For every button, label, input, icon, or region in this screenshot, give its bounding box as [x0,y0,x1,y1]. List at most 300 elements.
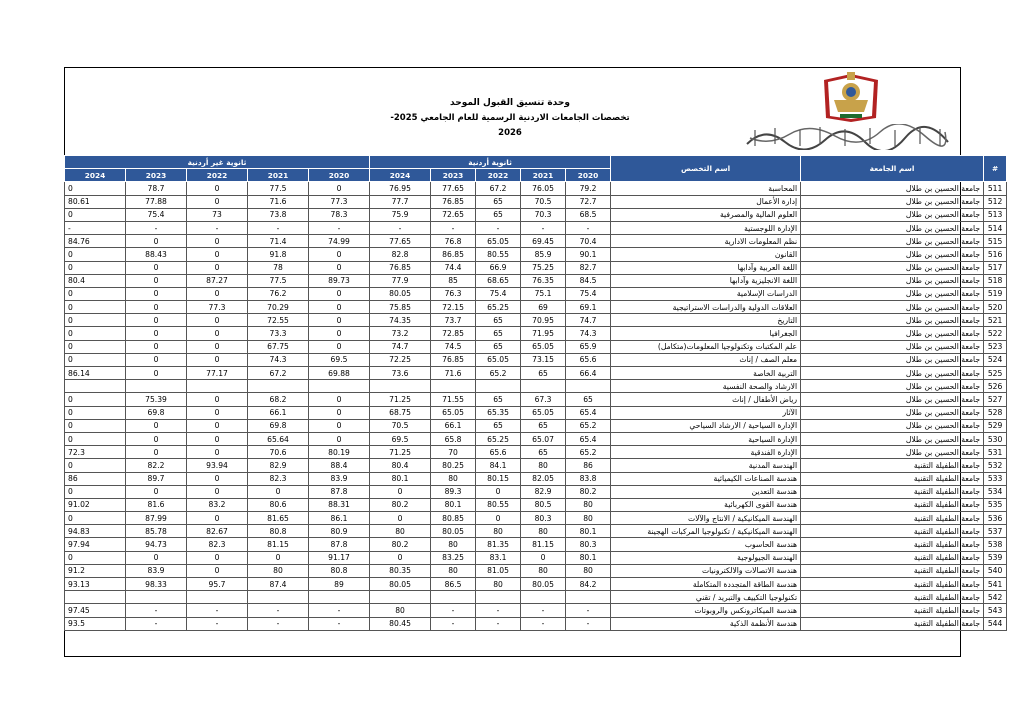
non-jordanian-score-cell: 0 [65,419,126,432]
jordanian-score-cell: 74.7 [566,314,611,327]
university-name-cell: جامعة الحسين بن طلال [801,261,984,274]
non-jordanian-score-cell: 87.4 [248,578,309,591]
row-index-cell: 534 [984,485,1007,498]
major-name-cell: الهندسة الجيولوجية [611,551,801,564]
university-name-cell: جامعة الطفيلة التقنية [801,551,984,564]
ministry-logo [745,124,950,150]
major-name-cell: التاريخ [611,314,801,327]
jordanian-score-cell: 80 [431,472,476,485]
row-index-cell: 544 [984,617,1007,630]
table-row [65,551,1007,564]
non-jordanian-score-cell: - [126,617,187,630]
jordanian-score-cell: 65 [476,340,521,353]
row-index-cell: 532 [984,459,1007,472]
non-jordanian-score-cell: 93.13 [65,578,126,591]
jordanian-score-cell [566,591,611,604]
non-jordanian-score-cell: 0 [309,419,370,432]
non-jordanian-score-cell: 94.83 [65,525,126,538]
non-jordanian-score-cell: 77.3 [187,301,248,314]
non-jordanian-score-cell: 0 [187,287,248,300]
non-jordanian-score-cell [248,591,309,604]
non-jordanian-score-cell: 0 [126,327,187,340]
non-jordanian-score-cell: 0 [309,340,370,353]
non-jordanian-score-cell: - [248,617,309,630]
non-jordanian-score-cell: 80.19 [309,446,370,459]
jordanian-score-cell: 70.3 [521,208,566,221]
major-name-cell: العلوم المالية والمصرفية [611,208,801,221]
jordanian-score-cell: 68.65 [476,274,521,287]
non-jordanian-score-cell: 0 [187,406,248,419]
jordanian-score-cell: 65.9 [566,340,611,353]
non-jordanian-score-cell: 0 [126,287,187,300]
jordanian-score-cell: - [370,221,431,234]
jordanian-score-cell: 75.1 [521,287,566,300]
row-index-cell: 515 [984,235,1007,248]
jordanian-score-cell: 0 [521,551,566,564]
jordanian-score-cell: 72.65 [431,208,476,221]
jordanian-score-cell: 65.6 [476,446,521,459]
non-jordanian-score-cell: 77.88 [126,195,187,208]
non-jordanian-score-cell: 0 [187,432,248,445]
major-name-cell: الهندسة المدنية [611,459,801,472]
jordanian-score-cell: 70 [431,446,476,459]
non-jordanian-score-cell: - [187,221,248,234]
jordanian-score-cell: 80.05 [431,525,476,538]
jordanian-score-cell: 0 [476,485,521,498]
university-name-cell: جامعة الطفيلة التقنية [801,459,984,472]
row-index-cell: 543 [984,604,1007,617]
non-jordanian-score-cell: 0 [65,432,126,445]
jordanian-score-cell: 76.8 [431,235,476,248]
table-row [65,261,1007,274]
jordanian-score-cell: 80.3 [566,538,611,551]
non-jordanian-score-cell: 0 [187,564,248,577]
jordanian-score-cell: 0 [476,512,521,525]
table-row [65,617,1007,630]
non-jordanian-score-cell: 80.61 [65,195,126,208]
university-name-cell: جامعة الطفيلة التقنية [801,538,984,551]
major-name-cell: إدارة الأعمال [611,195,801,208]
non-jordanian-score-cell: 86.14 [65,367,126,380]
non-jordanian-score-cell: 69.8 [248,419,309,432]
jordanian-score-cell: 90.1 [566,248,611,261]
major-name-cell: الإدارة الفندقية [611,446,801,459]
non-jordanian-score-cell: 0 [309,314,370,327]
table-row [65,525,1007,538]
jordanian-score-cell: 83.8 [566,472,611,485]
row-index-cell: 525 [984,367,1007,380]
jordanian-score-cell: 80.05 [370,578,431,591]
unit-title: وحدة تنسيق القبول الموحد [450,98,570,108]
university-name-cell: جامعة الحسين بن طلال [801,340,984,353]
table-row [65,208,1007,221]
jordanian-score-cell: 77.65 [370,235,431,248]
jordanian-score-cell: 80.5 [521,498,566,511]
jordanian-score-cell: 80 [521,525,566,538]
major-name-cell: التربية الخاصة [611,367,801,380]
jordanian-score-cell: 74.7 [370,340,431,353]
row-index-cell: 513 [984,208,1007,221]
table-row [65,538,1007,551]
major-name-cell: الهندسة الميكانيكية / الانتاج والآلات [611,512,801,525]
non-jordanian-score-cell: 94.73 [126,538,187,551]
non-jordanian-score-cell: 0 [65,287,126,300]
non-jordanian-score-cell: 87.27 [187,274,248,287]
jordanian-score-cell: 71.25 [370,446,431,459]
major-name-cell: الإدارة اللوجستية [611,221,801,234]
jordanian-score-cell: 65.4 [566,432,611,445]
major-name-cell: رياض الأطفال / إناث [611,393,801,406]
jordanian-score-cell: 80 [521,459,566,472]
non-jordanian-score-cell: 75.39 [126,393,187,406]
jordanian-score-cell: 86.5 [431,578,476,591]
jordanian-score-cell: 83.25 [431,551,476,564]
non-jordanian-score-cell: 0 [126,340,187,353]
non-jordanian-score-cell: - [309,617,370,630]
row-index-cell: 526 [984,380,1007,393]
jordanian-score-cell: 77.9 [370,274,431,287]
non-jordanian-score-cell: 70.6 [248,446,309,459]
major-name-cell: نظم المعلومات الادارية [611,235,801,248]
non-jordanian-score-cell: 0 [187,472,248,485]
university-name-cell: جامعة الحسين بن طلال [801,419,984,432]
jordanian-score-cell: - [476,221,521,234]
major-name-cell: هندسة الصناعات الكيميائية [611,472,801,485]
non-jordanian-score-cell: 83.2 [187,498,248,511]
non-jordanian-score-cell: 80.6 [248,498,309,511]
jordanian-score-cell: 73.2 [370,327,431,340]
jordanian-score-cell: 70.5 [521,195,566,208]
non-jordanian-score-cell: 0 [65,301,126,314]
non-jordanian-score-cell: 77.5 [248,274,309,287]
jordanian-score-cell: 65 [476,314,521,327]
jordanian-score-cell: 0 [370,551,431,564]
jordanian-score-cell: 80.15 [476,472,521,485]
major-name-cell: الإدارة السياحية [611,432,801,445]
jordanian-score-cell: - [476,604,521,617]
table-row [65,604,1007,617]
non-jordanian-score-cell: 0 [309,287,370,300]
non-jordanian-score-cell: 0 [126,314,187,327]
non-jordanian-score-cell: 0 [187,327,248,340]
major-name-cell: الجغرافيا [611,327,801,340]
non-jordanian-score-cell: 72.55 [248,314,309,327]
jordanian-score-cell: 73.7 [431,314,476,327]
jordanian-score-cell: 70.5 [370,419,431,432]
non-jordanian-score-cell: 82.2 [126,459,187,472]
jordanian-score-cell: 80.05 [521,578,566,591]
jordanian-score-cell: 66.4 [566,367,611,380]
university-name-cell: جامعة الحسين بن طلال [801,406,984,419]
university-name-cell: جامعة الطفيلة التقنية [801,512,984,525]
non-jordanian-score-cell: 0 [187,512,248,525]
non-jordanian-score-cell: 78.3 [309,208,370,221]
non-jordanian-score-cell: 84.76 [65,235,126,248]
row-index-cell: 521 [984,314,1007,327]
jordanian-score-cell: 75.4 [566,287,611,300]
non-jordanian-score-cell: 81.65 [248,512,309,525]
jordanian-score-cell: 80 [566,512,611,525]
jordanian-score-cell: 0 [370,512,431,525]
major-name-cell: هندسة القوى الكهربائية [611,498,801,511]
jordanian-score-cell: 76.05 [521,182,566,195]
non-jordanian-score-cell: 71.6 [248,195,309,208]
jordanian-score-cell: 80.1 [566,525,611,538]
non-jordanian-score-cell: 72.3 [65,446,126,459]
year-header: 2021 [521,169,566,182]
jordanian-score-cell: 65.05 [476,235,521,248]
jordanian-score-cell: - [566,604,611,617]
non-jordanian-score-cell: 80.9 [309,525,370,538]
non-jordanian-score-cell: - [187,604,248,617]
non-jordanian-score-cell: 82.3 [248,472,309,485]
table-row [65,564,1007,577]
jordanian-score-cell: 80.2 [370,538,431,551]
university-name-cell: جامعة الحسين بن طلال [801,432,984,445]
table-row [65,287,1007,300]
non-jordanian-score-cell: - [126,604,187,617]
non-jordanian-score-cell: 0 [126,432,187,445]
table-row [65,314,1007,327]
non-jordanian-score-cell: 0 [187,182,248,195]
jordanian-score-cell: 67.3 [521,393,566,406]
non-jordanian-score-cell: 80.8 [248,525,309,538]
jordanian-score-cell: 0 [370,485,431,498]
jordanian-score-cell: 69 [521,301,566,314]
table-row [65,274,1007,287]
jordanian-score-cell: 72.15 [431,301,476,314]
jordanian-score-cell: 65 [521,367,566,380]
jordanian-score-cell: 65 [476,327,521,340]
non-jordanian-score-cell [187,380,248,393]
jordanian-score-cell: 86.85 [431,248,476,261]
major-name-cell: الدراسات الإسلامية [611,287,801,300]
non-jordanian-score-cell [187,591,248,604]
major-name-cell: هندسة الأنظمة الذكية [611,617,801,630]
non-jordanian-score-cell: 91.2 [65,564,126,577]
table-row [65,221,1007,234]
document-header [380,96,640,141]
table-row [65,301,1007,314]
row-index-cell: 528 [984,406,1007,419]
major-name-cell: اللغة العربية وآدابها [611,261,801,274]
non-jordanian-score-cell: 82.9 [248,459,309,472]
jordanian-score-cell: 73.15 [521,353,566,366]
jordanian-score-cell: 76.85 [370,261,431,274]
jordanian-score-cell: 71.25 [370,393,431,406]
table-row [65,472,1007,485]
jordanian-score-cell: 65.2 [566,419,611,432]
major-name-cell: الارشاد والصحة النفسية [611,380,801,393]
jordanian-score-cell: - [521,617,566,630]
non-jordanian-score-cell: 0 [65,208,126,221]
non-jordanian-score-cell: 0 [248,485,309,498]
jordanian-score-cell: 72.25 [370,353,431,366]
non-jordanian-score-cell: 83.9 [126,564,187,577]
jordanian-score-cell [370,380,431,393]
non-jordanian-score-cell: 67.75 [248,340,309,353]
jordanian-score-cell: 80.35 [370,564,431,577]
row-index-cell: 530 [984,432,1007,445]
table-row [65,235,1007,248]
row-index-cell: 527 [984,393,1007,406]
jordanian-score-cell: 80.1 [431,498,476,511]
non-jordanian-score-cell: 86 [65,472,126,485]
jordanian-score-cell: 74.3 [566,327,611,340]
non-jordanian-score-cell: 0 [126,485,187,498]
non-jordanian-score-cell: 0 [187,340,248,353]
year-header: 2020 [566,169,611,182]
university-name-cell: جامعة الطفيلة التقنية [801,578,984,591]
year-header: 2022 [187,169,248,182]
table-row [65,195,1007,208]
jordanian-score-cell: 89.3 [431,485,476,498]
jordanian-score-cell [521,380,566,393]
university-name-cell: جامعة الحسين بن طلال [801,274,984,287]
non-jordanian-score-cell: 89.73 [309,274,370,287]
non-jordanian-score-cell: 0 [126,419,187,432]
jordanian-score-cell: 72.7 [566,195,611,208]
jordanian-score-cell: 75.9 [370,208,431,221]
non-jordanian-score-cell: 0 [65,551,126,564]
non-jordanian-score-cell: 97.94 [65,538,126,551]
row-index-cell: 541 [984,578,1007,591]
jordanian-score-cell: 80.85 [431,512,476,525]
non-jordanian-score-cell: 75.4 [126,208,187,221]
jordanian-score-cell: 82.7 [566,261,611,274]
table-row [65,498,1007,511]
non-jordanian-score-cell: 0 [126,353,187,366]
non-jordanian-score-cell: - [309,604,370,617]
row-index-cell: 542 [984,591,1007,604]
non-jordanian-score-cell: 0 [187,314,248,327]
row-index-cell: 531 [984,446,1007,459]
jordanian-score-cell: - [476,617,521,630]
non-jordanian-score-cell: 0 [65,353,126,366]
row-index-cell: 511 [984,182,1007,195]
university-name-cell: جامعة الطفيلة التقنية [801,617,984,630]
major-name-cell: تكنولوجيا التكييف والتبريد / تقني [611,591,801,604]
major-header: اسم التخصص [611,156,801,182]
row-index-cell: 517 [984,261,1007,274]
year-header: 2024 [370,169,431,182]
non-jordanian-score-cell: 0 [309,393,370,406]
non-jordanian-header: ثانوية غير أردنية [65,156,370,169]
table-row [65,393,1007,406]
jordanian-score-cell: 81.35 [476,538,521,551]
non-jordanian-score-cell: 73 [187,208,248,221]
non-jordanian-score-cell [126,380,187,393]
non-jordanian-score-cell: 0 [65,327,126,340]
table-row [65,380,1007,393]
non-jordanian-score-cell: 66.1 [248,406,309,419]
non-jordanian-score-cell: 0 [187,393,248,406]
university-name-cell: جامعة الحسين بن طلال [801,287,984,300]
jordanian-score-cell: 80 [566,498,611,511]
jordanian-score-cell: 71.95 [521,327,566,340]
jordanian-score-cell: 76.85 [431,353,476,366]
jordanian-score-cell: 80 [370,525,431,538]
non-jordanian-score-cell: 73.3 [248,327,309,340]
table-row [65,406,1007,419]
non-jordanian-score-cell: 78 [248,261,309,274]
non-jordanian-score-cell: 0 [65,512,126,525]
major-name-cell: هندسة الميكاترونكس والروبوتات [611,604,801,617]
table-row [65,367,1007,380]
jordanian-score-cell: 86 [566,459,611,472]
jordanian-score-cell: 74.4 [431,261,476,274]
non-jordanian-score-cell: 87.99 [126,512,187,525]
jordanian-score-cell: 80.3 [521,512,566,525]
row-index-cell: 518 [984,274,1007,287]
non-jordanian-score-cell: - [65,221,126,234]
jordanian-score-cell: 65 [566,393,611,406]
major-name-cell: المحاسبة [611,182,801,195]
jordanian-score-cell [476,591,521,604]
table-row [65,432,1007,445]
row-index-cell: 522 [984,327,1007,340]
university-name-cell: جامعة الحسين بن طلال [801,393,984,406]
non-jordanian-score-cell: 0 [126,446,187,459]
jordan-coat-of-arms-logo [818,70,884,124]
jordanian-score-cell: 72.85 [431,327,476,340]
university-name-cell: جامعة الحسين بن طلال [801,221,984,234]
non-jordanian-score-cell: 81.15 [248,538,309,551]
year-header: 2023 [126,169,187,182]
row-index-cell: 538 [984,538,1007,551]
table-row [65,248,1007,261]
jordanian-score-cell: 80.2 [566,485,611,498]
non-jordanian-score-cell: 78.7 [126,182,187,195]
jordanian-score-cell: - [521,604,566,617]
university-name-cell: جامعة الحسين بن طلال [801,446,984,459]
non-jordanian-score-cell: 97.45 [65,604,126,617]
non-jordanian-score-cell: 98.33 [126,578,187,591]
jordanian-score-cell [370,591,431,604]
row-index-cell: 533 [984,472,1007,485]
non-jordanian-score-cell: 69.8 [126,406,187,419]
non-jordanian-score-cell: 74.3 [248,353,309,366]
jordanian-score-cell: 73.6 [370,367,431,380]
jordanian-score-cell: 80.55 [476,248,521,261]
jordanian-score-cell: 74.35 [370,314,431,327]
non-jordanian-score-cell: 0 [65,340,126,353]
jordanian-score-cell: 65.35 [476,406,521,419]
jordanian-score-cell: 69.1 [566,301,611,314]
non-jordanian-score-cell: 77.3 [309,195,370,208]
non-jordanian-score-cell: - [187,617,248,630]
jordanian-score-cell: 84.1 [476,459,521,472]
major-name-cell: هندسة الحاسوب [611,538,801,551]
row-index-cell: 520 [984,301,1007,314]
table-body [65,182,1007,630]
non-jordanian-score-cell: 0 [309,261,370,274]
jordanian-score-cell: 81.05 [476,564,521,577]
non-jordanian-score-cell: 87.8 [309,538,370,551]
jordanian-score-cell: 65.2 [476,367,521,380]
jordanian-score-cell: 68.75 [370,406,431,419]
table-row [65,512,1007,525]
jordanian-score-cell: 65.6 [566,353,611,366]
jordanian-score-cell: 80.45 [370,617,431,630]
non-jordanian-score-cell: 0 [187,248,248,261]
table-row [65,327,1007,340]
row-index-cell: 540 [984,564,1007,577]
jordanian-score-cell: 80 [521,564,566,577]
table-row [65,578,1007,591]
non-jordanian-score-cell: 73.8 [248,208,309,221]
non-jordanian-score-cell: 0 [65,406,126,419]
